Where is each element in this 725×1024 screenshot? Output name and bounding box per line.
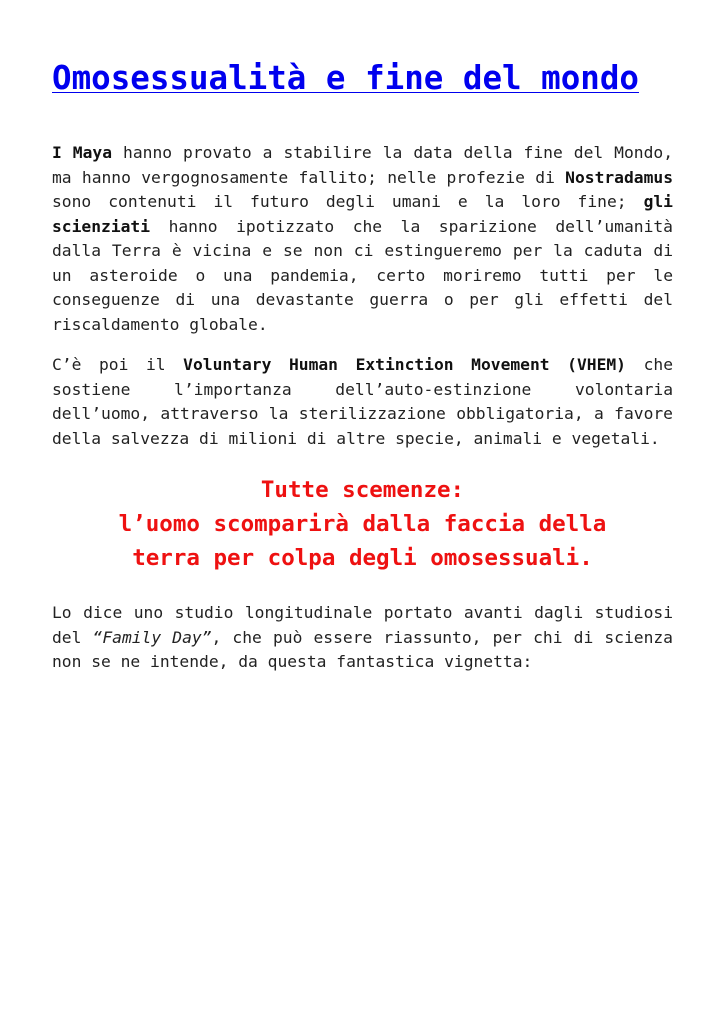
headline-line-2: l’uomo scomparirà dalla faccia della [118,511,607,537]
bold-scienziati: gli scienziati [52,192,673,236]
text-segment: hanno provato a stabilire la data della fine del Mondo, ma hanno vergognosamente fallito; nelle profezie di [52,143,673,187]
article-title [52,56,673,101]
italic-family-day: “Family Day” [92,627,212,647]
paragraph-vhem [52,353,673,451]
article-title-link[interactable]: Omosessualità e fine del mondo [52,59,639,97]
headline-line-1: Tutte scemenze: [260,477,465,503]
headline-red [52,473,673,575]
text-segment: , che può essere riassunto, per chi di scienza non se ne intende, da questa fantastica vignetta: [52,627,673,671]
bold-nostradamus: Nostradamus [565,167,673,187]
text-segment: hanno ipotizzato che la sparizione dell’umanità dalla Terra è vicina e se non ci estingueremo per la caduta di un asteroide o una pandemia, certo moriremo tutti per le conseguenze di una devastante guerra o per gli effetti del riscaldamento globale. [52,216,673,334]
paragraph-intro [52,141,673,337]
headline-line-3: terra per colpa degli omosessuali. [132,545,593,571]
paragraph-family-day [52,601,673,675]
text-segment: che sostiene l’importanza dell’auto-estinzione volontaria dell’uomo, attraverso la sterilizzazione obbligatoria, a favore della salvezza di milioni di altre specie, animali e vegetali. [52,355,673,448]
text-segment: sono contenuti il futuro degli umani e la loro fine; [52,192,644,211]
bold-vhem: Voluntary Human Extinction Movement (VHEM) [183,355,626,374]
text-segment: Lo dice uno studio longitudinale portato avanti dagli studiosi del [52,603,673,647]
text-segment: C’è poi il [52,355,184,374]
bold-maya: I Maya [52,143,113,162]
